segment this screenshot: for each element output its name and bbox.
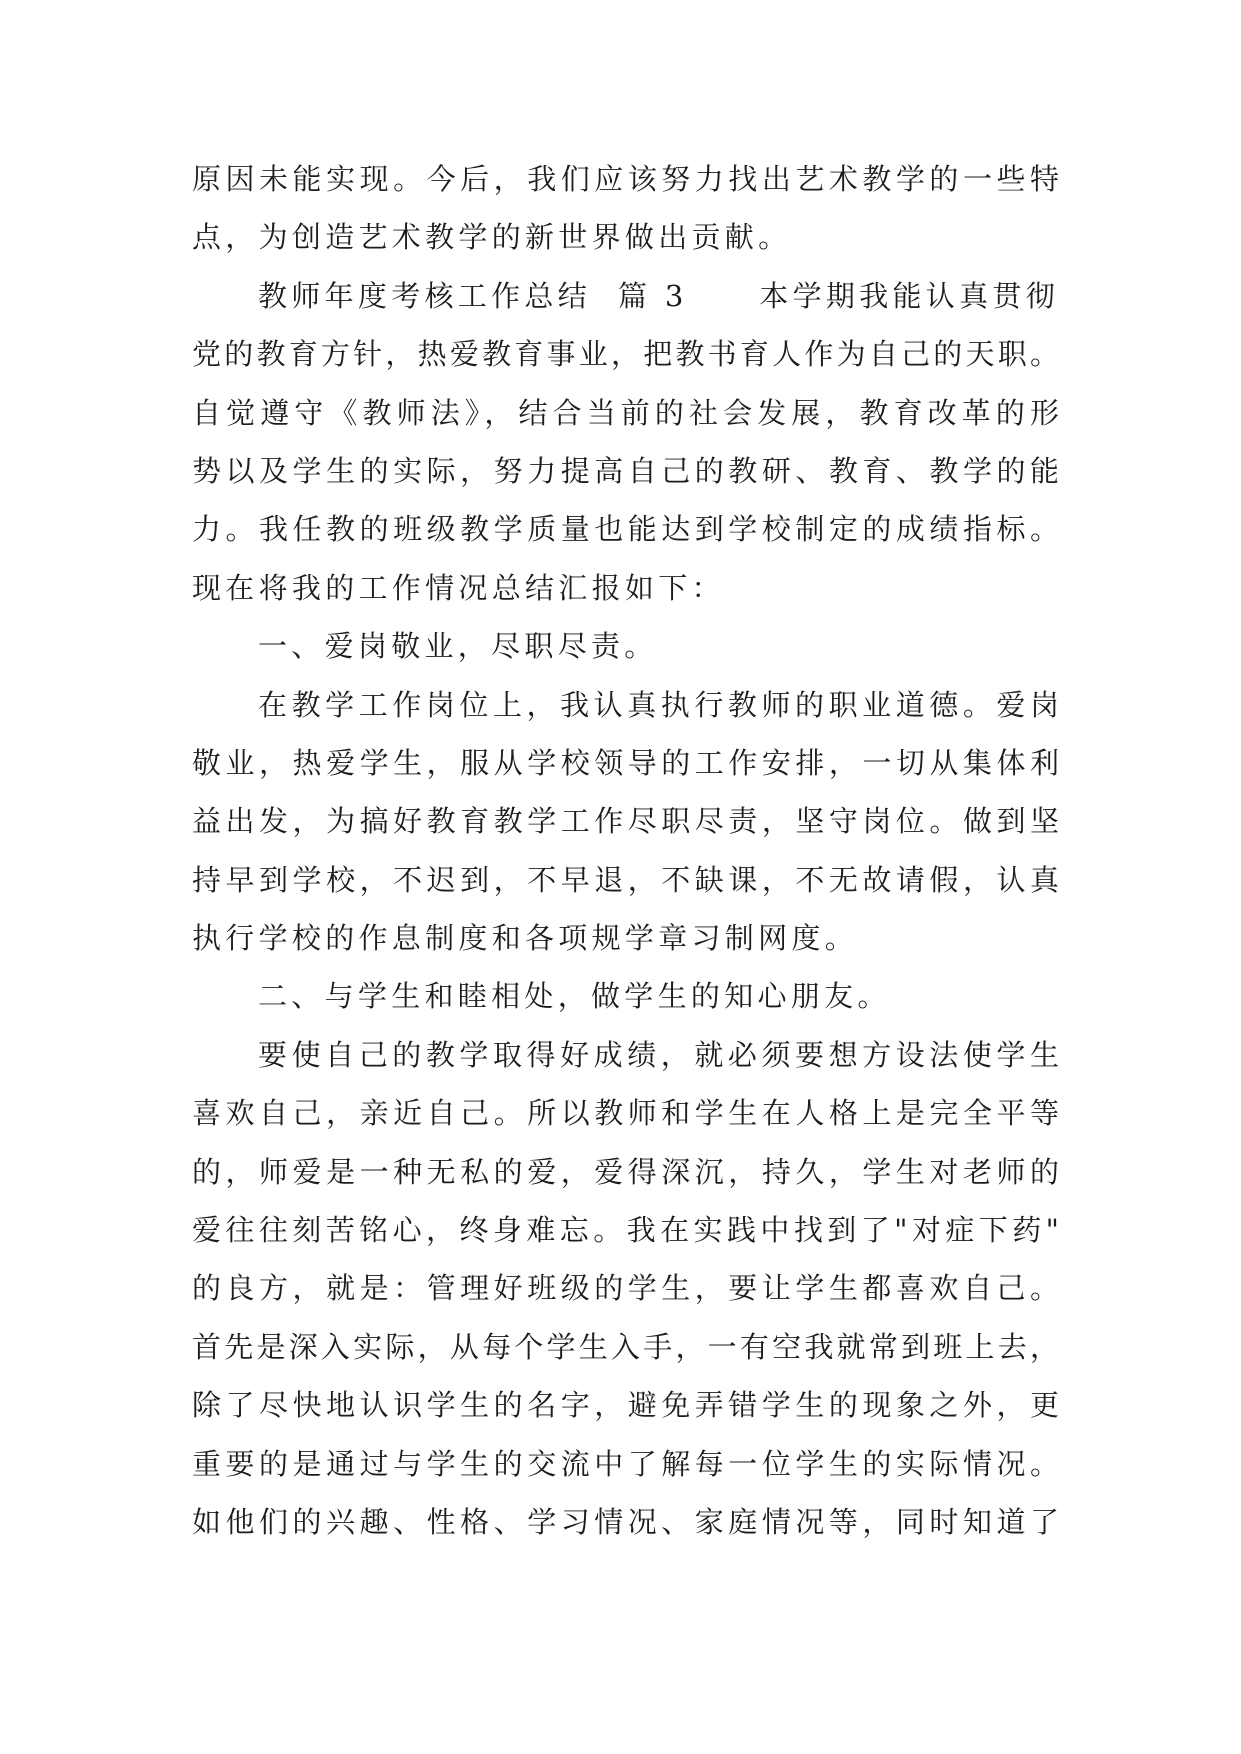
text-line: 原因未能实现。今后，我们应该努力找出艺术教学的一些特 [192, 162, 1059, 196]
text-line: 如他们的兴趣、性格、学习情况、家庭情况等，同时知道了 [192, 1504, 1059, 1539]
text-line: 力。我任教的班级教学质量也能达到学校制定的成绩指标。 [192, 512, 1059, 547]
text-line: 的良方，就是：管理好班级的学生，要让学生都喜欢自己。 [192, 1271, 1059, 1306]
section-heading: 二、与学生和睦相处，做学生的知心朋友。 [258, 979, 891, 1014]
text-line: 首先是深入实际，从每个学生入手，一有空我就常到班上去， [192, 1329, 1059, 1364]
article-title-line [192, 267, 1059, 325]
text-line: 点，为创造艺术教学的新世界做出贡献。 [192, 220, 792, 255]
text-line: 势以及学生的实际，努力提高自己的教研、教育、教学的能 [192, 453, 1059, 488]
text-line: 要使自己的教学取得好成绩，就必须要想方设法使学生 [258, 1037, 1059, 1072]
text-line: 的，师爱是一种无私的爱，爱得深沉，持久，学生对老师的 [192, 1154, 1059, 1189]
text-line: 现在将我的工作情况总结汇报如下： [192, 570, 725, 605]
text-line: 本学期我能认真贯彻 [759, 278, 1059, 313]
text-line: 党的教育方针，热爱教育事业，把教书育人作为自己的天职。 [192, 337, 1059, 372]
text-line: 执行学校的作息制度和各项规学章习制网度。 [192, 921, 859, 956]
article-title: 教师年度考核工作总结 篇 3 [258, 278, 688, 313]
text-line: 爱往往刻苦铭心，终身难忘。我在实践中找到了"对症下药" [192, 1213, 1059, 1248]
section-heading: 一、爱岗敬业，尽职尽责。 [258, 629, 658, 664]
text-line: 持早到学校，不迟到，不早退，不缺课，不无故请假，认真 [192, 862, 1059, 897]
text-line: 自觉遵守《教师法》，结合当前的社会发展，教育改革的形 [192, 395, 1059, 430]
text-line: 在教学工作岗位上，我认真执行教师的职业道德。爱岗 [258, 687, 1059, 722]
text-line: 益出发，为搞好教育教学工作尽职尽责，坚守岗位。做到坚 [192, 804, 1059, 839]
text-line: 重要的是通过与学生的交流中了解每一位学生的实际情况。 [192, 1446, 1059, 1481]
text-line: 敬业，热爱学生，服从学校领导的工作安排，一切从集体利 [192, 745, 1059, 780]
document-body[interactable] [192, 150, 1059, 1551]
text-line: 除了尽快地认识学生的名字，避免弄错学生的现象之外，更 [192, 1388, 1059, 1423]
text-line: 喜欢自己，亲近自己。所以教师和学生在人格上是完全平等 [192, 1096, 1059, 1131]
